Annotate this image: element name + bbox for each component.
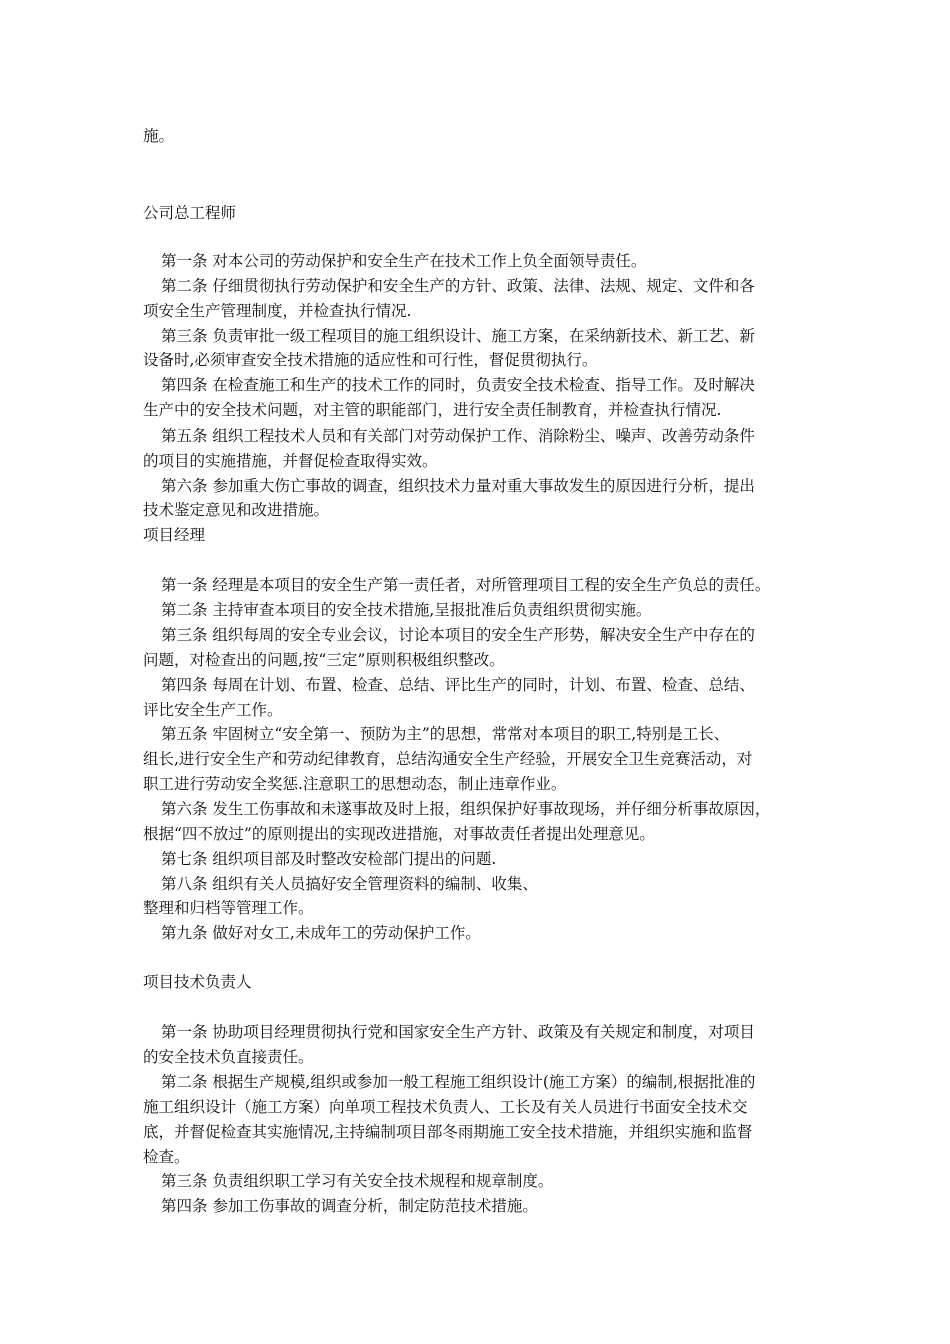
text-line: 检查。 bbox=[143, 1148, 190, 1166]
text-line: 项安全生产管理制度，并检查执行情况. bbox=[143, 302, 412, 320]
text-line: 底，并督促检查其实施情况,主持编制项目部冬雨期施工安全技术措施，并组织实施和监督 bbox=[143, 1123, 753, 1141]
text-line: 组长,进行安全生产和劳动纪律教育，总结沟通安全生产经验，开展安全卫生竞赛活动，对 bbox=[143, 750, 753, 768]
text-line: 第九条 做好对女工,未成年工的劳动保护工作。 bbox=[161, 924, 481, 942]
text-line: 第二条 根据生产规模,组织或参加一般工程施工组织设计(施工方案）的编制,根据批准的 bbox=[161, 1073, 756, 1091]
text-line: 第二条 仔细贯彻执行劳动保护和安全生产的方针、政策、法律、法规、规定、文件和各 bbox=[161, 277, 755, 295]
text-line: 第三条 负责组织职工学习有关安全技术规程和规章制度。 bbox=[161, 1172, 554, 1190]
text-line: 第四条 参加工伤事故的调查分析，制定防范技术措施。 bbox=[161, 1197, 538, 1215]
text-line: 施工组织设计（施工方案）向单项工程技术负责人、工长及有关人员进行书面安全技术交 bbox=[143, 1098, 748, 1116]
text-line: 第六条 发生工伤事故和未遂事故及时上报，组织保护好事故现场，并仔细分析事故原因， bbox=[161, 800, 771, 818]
text-line: 第三条 组织每周的安全专业会议，讨论本项目的安全生产形势，解决安全生产中存在的 bbox=[161, 626, 755, 644]
text-line: 第一条 协助项目经理贯彻执行党和国家安全生产方针、政策及有关规定和制度，对项目 bbox=[161, 1023, 755, 1041]
section-heading: 项目经理 bbox=[143, 526, 206, 544]
text-line: 问题，对检查出的问题,按“三定”原则积极组织整改。 bbox=[143, 651, 505, 669]
text-line: 第四条 在检查施工和生产的技术工作的同时，负责安全技术检查、指导工作。及时解决 bbox=[161, 376, 755, 394]
text-line: 生产中的安全技术问题，对主管的职能部门，进行安全责任制教育，并检查执行情况. bbox=[143, 401, 722, 419]
text-line: 第一条 对本公司的劳动保护和安全生产在技术工作上负全面领导责任。 bbox=[161, 252, 647, 270]
text-line: 根据“四不放过”的原则提出的实现改进措施，对事故责任者提出处理意见。 bbox=[143, 825, 655, 843]
text-line: 职工进行劳动安全奖惩.注意职工的思想动态，制止违章作业。 bbox=[143, 775, 567, 793]
text-line: 整理和归档等管理工作。 bbox=[143, 899, 314, 917]
text-line: 第七条 组织项目部及时整改安检部门提出的问题. bbox=[161, 850, 497, 868]
text-line: 第一条 经理是本项目的安全生产第一责任者，对所管理项目工程的安全生产负总的责任。 bbox=[161, 576, 771, 594]
section-heading: 项目技术负责人 bbox=[143, 973, 252, 991]
text-line: 施。 bbox=[143, 127, 175, 145]
text-line: 第二条 主持审查本项目的安全技术措施,呈报批准后负责组织贯彻实施。 bbox=[161, 601, 652, 619]
text-line: 第八条 组织有关人员搞好安全管理资料的编制、收集、 bbox=[161, 875, 538, 893]
text-line: 设备时,必须审查安全技术措施的适应性和可行性，督促贯彻执行。 bbox=[143, 351, 598, 369]
text-line: 技术鉴定意见和改进措施。 bbox=[143, 501, 330, 519]
text-line: 的安全技术负直接责任。 bbox=[143, 1048, 314, 1066]
text-line: 的项目的实施措施，并督促检查取得实效。 bbox=[143, 452, 438, 470]
text-line: 第三条 负责审批一级工程项目的施工组织设计、施工方案，在采纳新技术、新工艺、新 bbox=[161, 327, 755, 345]
text-line: 评比安全生产工作。 bbox=[143, 701, 283, 719]
section-heading: 公司总工程师 bbox=[143, 204, 237, 222]
text-line: 第四条 每周在计划、布置、检查、总结、评比生产的同时，计划、布置、检查、总结、 bbox=[161, 676, 755, 694]
text-line: 第五条 组织工程技术人员和有关部门对劳动保护工作、消除粉尘、噪声、改善劳动条件 bbox=[161, 427, 755, 445]
text-line: 第五条 牢固树立“安全第一、预防为主”的思想，常常对本项目的职工,特别是工长、 bbox=[161, 725, 730, 743]
text-line: 第六条 参加重大伤亡事故的调查，组织技术力量对重大事故发生的原因进行分析，提出 bbox=[161, 477, 755, 495]
